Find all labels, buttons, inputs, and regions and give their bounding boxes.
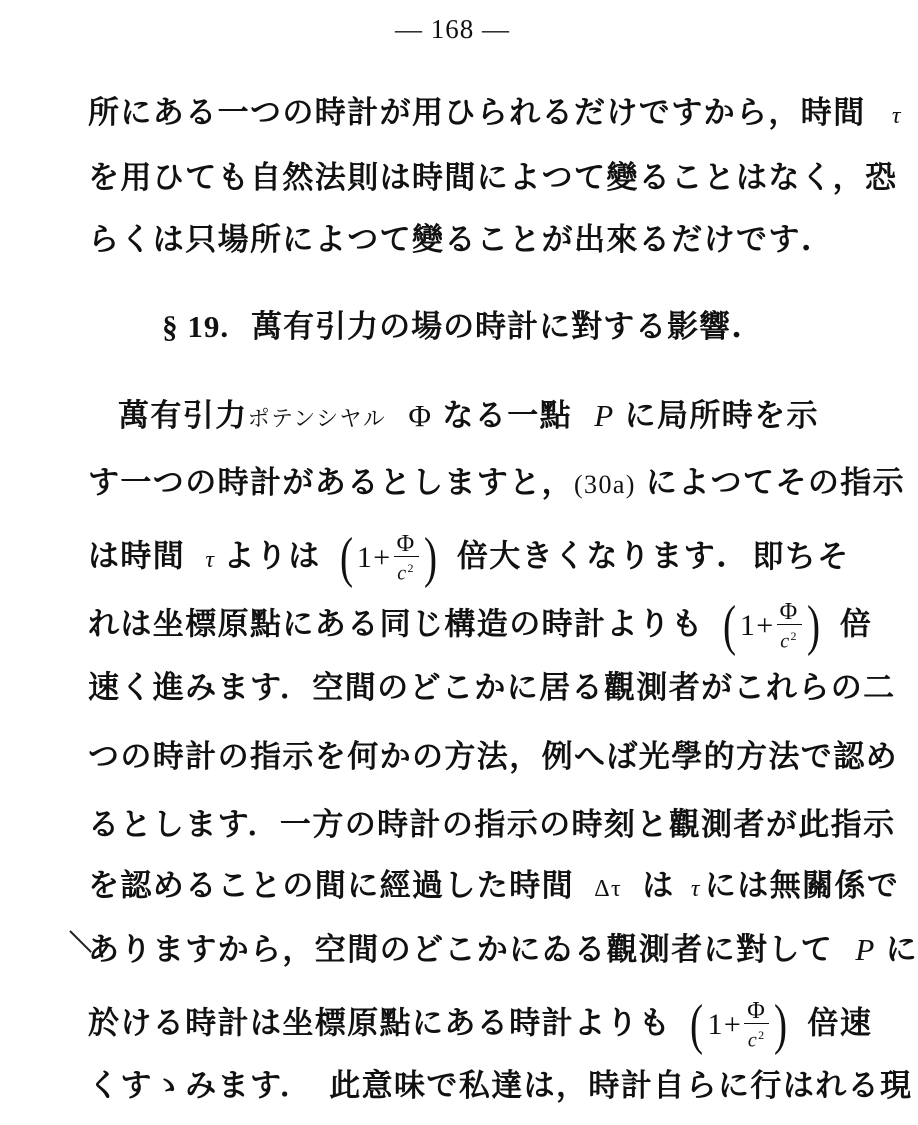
denominator (397, 557, 415, 585)
text-line: くすゝみます． 此意味で私達は，時計自らに行はれる現 (88, 1068, 913, 1104)
text-segment: 倍 (839, 606, 873, 643)
formula (337, 527, 441, 589)
left-paren: ( (690, 994, 705, 1056)
text-line: るとします．一方の時計の指示の時刻と觀測者が此指示 (88, 807, 896, 843)
text-segment: には無關係で (704, 868, 900, 904)
text-segment: 即ちそ (752, 538, 850, 575)
equation-reference: (30a) (574, 470, 636, 499)
text-line (88, 463, 905, 503)
den-base: c (780, 630, 791, 653)
left-paren: ( (722, 595, 737, 657)
text-segment: よりは (223, 538, 321, 575)
text-line (118, 396, 819, 436)
text-segment: を認めることの間に經過した時間 (88, 868, 574, 904)
text-segment: す一つの時計があるとしますと， (88, 465, 574, 501)
denominator (748, 1024, 766, 1052)
right-paren: ) (774, 994, 789, 1056)
text-segment: は時間 (88, 538, 186, 575)
denominator (780, 625, 798, 653)
text-line (88, 527, 850, 589)
text-line (88, 93, 902, 133)
numerator: Φ (744, 999, 769, 1024)
text-segment: に (885, 932, 918, 968)
text-segment: は (642, 868, 675, 904)
tau-symbol: τ (690, 876, 701, 902)
text-line: らくは只場所によつて變ることが出來るだけです. (88, 222, 813, 258)
right-paren: ) (806, 595, 821, 657)
text-line: つの時計の指示を何かの方法，例へば光學的方法で認め (88, 739, 898, 775)
tau-symbol: τ (891, 103, 902, 129)
text-line (88, 595, 873, 657)
den-exp: 2 (790, 628, 798, 643)
numerator: Φ (777, 600, 802, 625)
den-exp: 2 (407, 560, 415, 575)
text-line (88, 994, 873, 1056)
section-heading (0, 307, 905, 347)
text-segment: 於ける時計は坐標原點にある時計よりも (88, 1005, 672, 1042)
text-segment: ありますから，空間のどこかにゐる觀測者に對して (88, 932, 834, 968)
section-title: 萬有引力の場の時計に對する影響. (251, 309, 743, 345)
numerator: Φ (394, 532, 419, 557)
tau-symbol: τ (205, 546, 216, 573)
delta-tau-symbol: Δτ (594, 876, 623, 902)
fraction (744, 999, 769, 1052)
den-base: c (747, 1029, 759, 1052)
phi-symbol: Φ (408, 398, 433, 433)
text-line (88, 930, 918, 970)
one-plus: 1+ (356, 541, 392, 574)
text-segment: 倍大きくなります. (456, 538, 729, 575)
section-number: § 19. (162, 309, 230, 344)
text-segment: れは坐標原點にある同じ構造の時計よりも (88, 606, 704, 643)
den-base: c (397, 562, 408, 585)
text-segment: ポテンシヤル (247, 407, 387, 432)
text-segment: なる一點 (442, 398, 573, 434)
text-segment: 倍速 (807, 1005, 873, 1042)
point-p-symbol: P (594, 398, 615, 433)
text-segment: によつてその指示 (645, 465, 906, 501)
text-segment: 所にある一つの時計が用ひられるだけですから，時間 (88, 95, 866, 131)
one-plus: 1+ (707, 1008, 743, 1041)
formula (687, 994, 791, 1056)
text-line: を用ひても自然法則は時間によつて變ることはなく，恐 (88, 160, 898, 196)
text-segment: に局所時を示 (624, 398, 819, 434)
point-p-symbol: P (855, 932, 876, 967)
formula (720, 595, 824, 657)
one-plus: 1+ (739, 609, 775, 642)
text-line (88, 866, 899, 906)
right-paren: ) (423, 527, 438, 589)
den-exp: 2 (758, 1027, 766, 1042)
fraction (394, 532, 419, 585)
text-segment: 萬有引力 (118, 398, 248, 434)
page-number: — 168 — (395, 14, 510, 44)
text-line: 速く進みます．空間のどこかに居る觀測者がこれらの二 (88, 670, 896, 706)
left-paren: ( (339, 527, 354, 589)
fraction (777, 600, 802, 653)
